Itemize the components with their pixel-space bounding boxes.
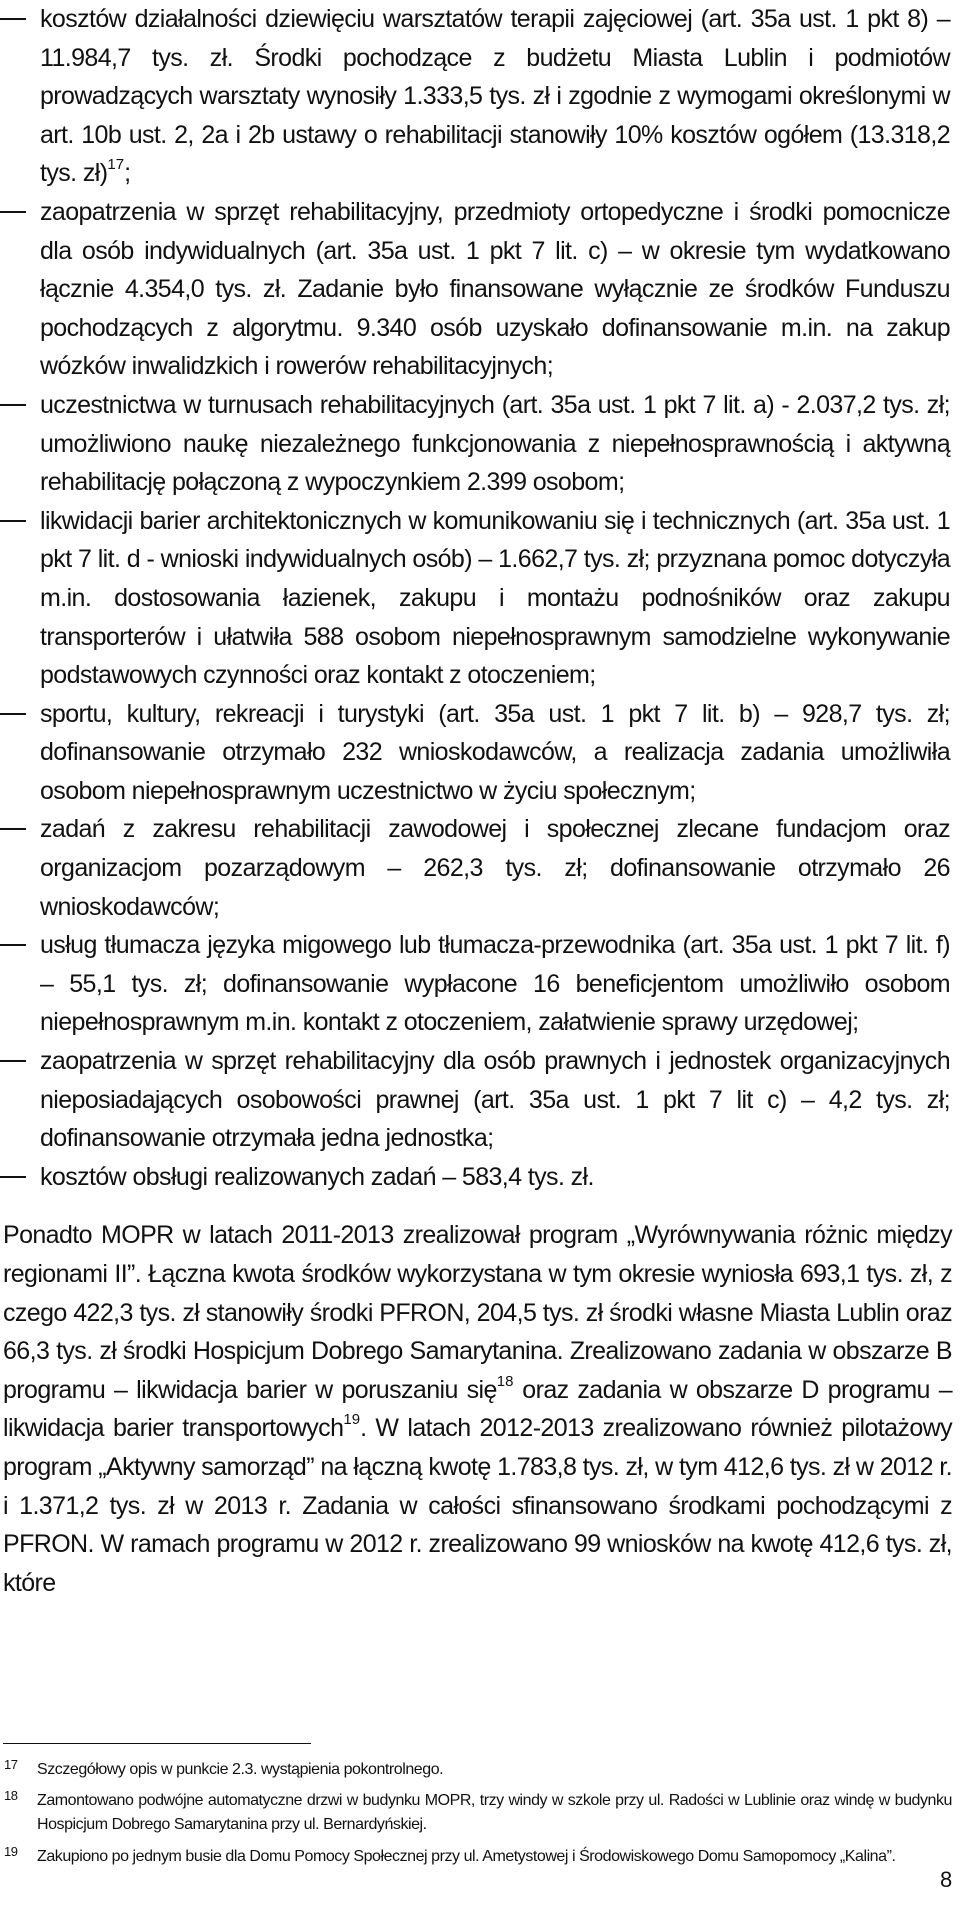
list-item <box>0 926 960 1042</box>
dash-bullet <box>0 18 26 20</box>
list-item <box>0 695 960 811</box>
paragraph-text: . W latach 2012-2013 zrealizowano również pilotażowy program „Aktywny samorząd” na łączną kwotę 1.783,8 tys. zł, w tym 412,6 tys. zł w 2012 r. i 1.371,2 tys. zł w 2013 r. Zadania w całości sfinansowano środkami pochodzącymi z PFRON. W ramach programu w 2012 r. zrealizowano 99 wniosków na kwotę 412,6 tys. zł, które <box>3 1414 952 1597</box>
list-item <box>0 1158 960 1197</box>
list-item-punctuation: ; <box>124 159 131 188</box>
list-item <box>0 810 960 926</box>
footnote-text: Zakupiono po jednym busie dla Domu Pomocy Społecznej przy ul. Ametystowej i Środowiskowego Domu Samopomocy „Kalina”. <box>37 1847 896 1865</box>
dash-bullet <box>0 713 26 715</box>
list-item-text: uczestnictwa w turnusach rehabilitacyjnych (art. 35a ust. 1 pkt 7 lit. a) - 2.037,2 tys. zł; umożliwiono naukę niezależnego funkcjonowania z niepełnosprawnością i aktywną rehabilitację połączoną z wypoczynkiem 2.399 osobom; <box>40 390 950 497</box>
paragraph-text: oraz zadania w obszarze D programu – likwidacja barier transportowych <box>3 1375 952 1443</box>
footnote-text: Szczegółowy opis w punkcie 2.3. wystąpienia pokontrolnego. <box>37 1761 444 1778</box>
dash-bullet <box>0 828 26 830</box>
dash-bullet <box>0 944 26 946</box>
footnote-number: 18 <box>4 1788 18 1804</box>
list-item-text: zaopatrzenia w sprzęt rehabilitacyjny, przedmioty ortopedyczne i środki pomocnicze dla osób indywidualnych (art. 35a ust. 1 pkt 7 lit. c) – w okresie tym wydatkowano łącznie 4.354,0 tys. zł. Zadanie było finansowane wyłącznie ze środków Funduszu pochodzących z algorytmu. 9.340 osób uzyskało dofinansowanie m.in. na zakup wózków inwalidzkich i rowerów rehabilitacyjnych; <box>40 197 950 381</box>
list-item <box>0 0 960 193</box>
list-item <box>0 193 960 386</box>
dash-bullet <box>0 1176 26 1178</box>
list-item-text: zaopatrzenia w sprzęt rehabilitacyjny dla osób prawnych i jednostek organizacyjnych nieposiadających osobowości prawnej (art. 35a ust. 1 pkt 7 lit c) – 4,2 tys. zł; dofinansowanie otrzymała jedna jednostka; <box>40 1047 950 1153</box>
list-item <box>0 1042 960 1158</box>
list-item-text: zadań z zakresu rehabilitacji zawodowej i społecznej zlecane fundacjom oraz organizacjom pozarządowym – 262,3 tys. zł; dofinansowanie otrzymało 26 wnioskodawców; <box>40 815 950 921</box>
footnote-ref: 17 <box>107 156 125 174</box>
footnote-ref: 19 <box>343 1411 361 1429</box>
footnote-ref: 18 <box>496 1372 514 1390</box>
footnote-number: 19 <box>4 1843 18 1859</box>
dash-bullet <box>0 520 26 522</box>
body-paragraph <box>0 1216 960 1602</box>
footnote <box>0 1789 960 1837</box>
list-item-text: usług tłumacza języka migowego lub tłumacza-przewodnika (art. 35a ust. 1 pkt 7 lit. f) – 55,1 tys. zł; dofinansowanie wypłacone 16 beneficjentom umożliwiło osobom niepełnosprawnym m.in. kontakt z otoczeniem, załatwienie sprawy urzędowej; <box>40 931 950 1037</box>
page-number: 8 <box>940 1867 953 1892</box>
list-item <box>0 502 960 695</box>
list-item-text: kosztów obsługi realizowanych zadań – 583,4 tys. zł. <box>40 1162 594 1191</box>
paragraph-text: Ponadto MOPR w latach 2011-2013 zrealizował program „Wyrównywania różnic między regionami II”. Łączna kwota środków wykorzystana w tym okresie wyniosła 693,1 tys. zł, z czego 422,3 tys. zł stanowiły środki PFRON, 204,5 tys. zł środki własne Miasta Lublin oraz 66,3 tys. zł środki Hospicjum Dobrego Samarytanina. Zrealizowano zadania w obszarze B programu – likwidacja barier w poruszaniu się <box>3 1221 952 1404</box>
list-item-text: sportu, kultury, rekreacji i turystyki (art. 35a ust. 1 pkt 7 lit. b) – 928,7 tys. zł; dofinansowanie otrzymało 232 wnioskodawców, a realizacja zadania umożliwiła osobom niepełnosprawnym uczestnictwo w życiu społecznym; <box>40 699 950 805</box>
dash-bullet <box>0 211 26 213</box>
footnotes <box>0 1758 960 1876</box>
footnote <box>0 1845 960 1869</box>
footnote <box>0 1758 960 1782</box>
dash-bullet <box>0 1060 26 1062</box>
list-item-text: kosztów działalności dziewięciu warsztatów terapii zajęciowej (art. 35a ust. 1 pkt 8) – 11.984,7 tys. zł. Środki pochodzące z budżetu Miasta Lublin i podmiotów prowadzących warsztaty wynosiły 1.333,5 tys. zł i zgodnie z wymogami określonymi w art. 10b ust. 2, 2a i 2b ustawy o rehabilitacji stanowiły 10% kosztów ogółem (13.318,2 tys. zł) <box>40 5 950 188</box>
list-item-text: likwidacji barier architektonicznych w komunikowaniu się i technicznych (art. 35a ust. 1 pkt 7 lit. d - wnioski indywidualnych osób) – 1.662,7 tys. zł; przyznana pomoc dotyczyła m.in. dostosowania łazienek, zakupu i montażu podnośników oraz zakupu transporterów i ułatwiła 588 osobom niepełnosprawnym samodzielne wykonywanie podstawowych czynności oraz kontakt z otoczeniem; <box>40 506 950 690</box>
list-item <box>0 386 960 502</box>
footnote-text: Zamontowano podwójne automatyczne drzwi w budynku MOPR, trzy windy w szkole przy ul. Radości w Lublinie oraz windę w budynku Hospicjum Dobrego Samarytanina przy ul. Bernardyńskiej. <box>37 1792 952 1834</box>
footnote-separator <box>3 1743 311 1744</box>
footnote-number: 17 <box>4 1757 18 1772</box>
dash-bullet <box>0 404 26 406</box>
